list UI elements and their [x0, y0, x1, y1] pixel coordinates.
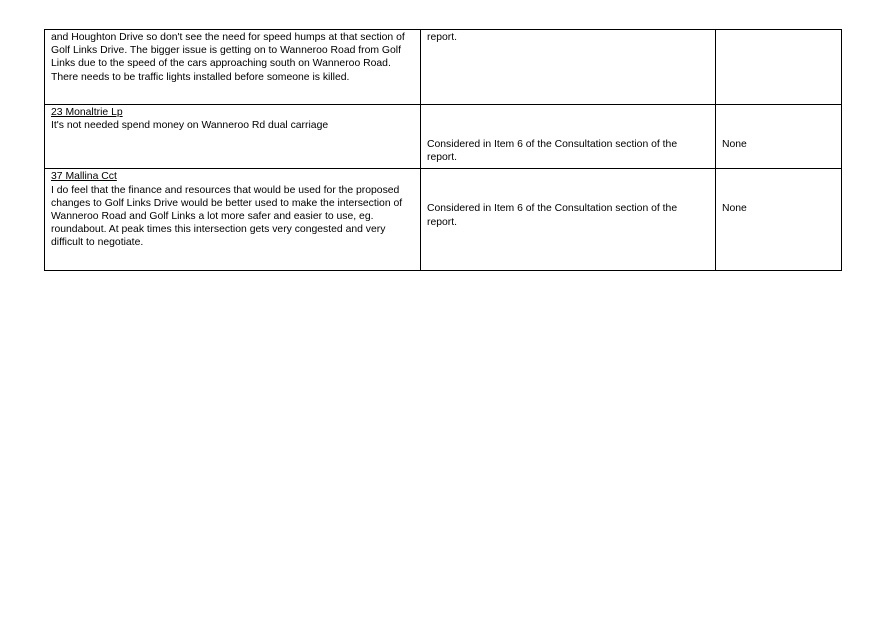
submission-cell	[45, 30, 421, 105]
response-text: report.	[427, 32, 458, 43]
submission-cell	[45, 105, 421, 169]
modification-cell	[716, 169, 842, 271]
table-row	[45, 30, 842, 105]
modification-text: None	[722, 139, 747, 150]
modification-text: None	[722, 203, 747, 215]
submission-cell	[45, 169, 421, 271]
response-text: Considered in Item 6 of the Consultation section of the report.	[427, 203, 678, 228]
submissions-table	[44, 29, 842, 271]
response-cell	[421, 169, 716, 271]
table-row	[45, 169, 842, 271]
response-text: Considered in Item 6 of the Consultation section of the report.	[427, 139, 678, 164]
response-cell	[421, 30, 716, 105]
submission-text: and Houghton Drive so don't see the need for speed humps at that section of Golf Links Drive. The bigger issue is getting on to Wanneroo Road from Golf Links due to the speed of the cars approaching south on Wanneroo Road. There needs to be traffic lights installed before someone is killed.	[51, 32, 405, 83]
table-row	[45, 105, 842, 169]
submission-text: I do feel that the finance and resources that would be used for the proposed changes to Golf Links Drive would be better used to make the intersection of Wanneroo Road and Golf Links a lot more safer and easier to use, eg. roundabout. At peak times this intersection gets very congested and very difficult to negotiate.	[51, 184, 403, 249]
submitter-address: 37 Mallina Cct	[51, 171, 117, 183]
submitter-address: 23 Monaltrie Lp	[51, 107, 123, 118]
response-cell	[421, 105, 716, 169]
modification-cell	[716, 30, 842, 105]
submission-text: It's not needed spend money on Wanneroo Rd dual carriage	[51, 120, 329, 132]
modification-cell	[716, 105, 842, 169]
